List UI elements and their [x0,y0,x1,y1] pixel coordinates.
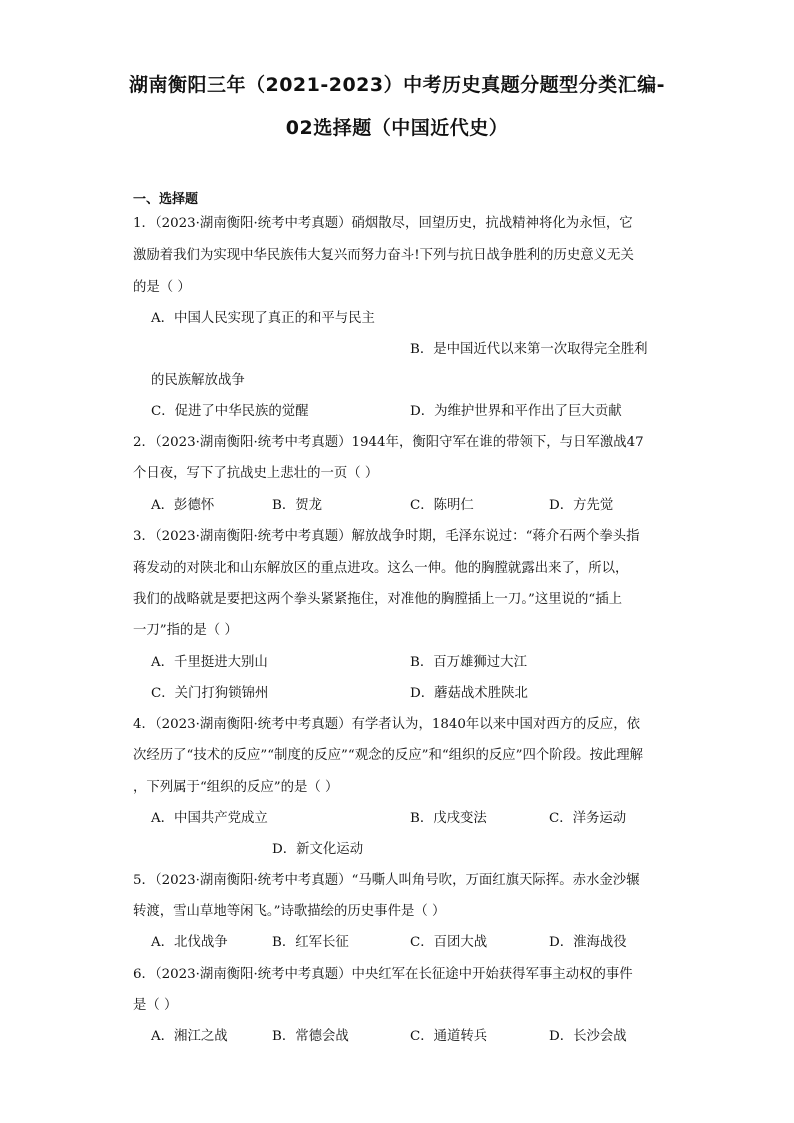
option-c: C．百团大战 [410,935,488,950]
question-stem-line: ，下列属于“组织的反应”的是（ ） [133,780,339,795]
option-a: A．中国人民实现了真正的和平与民主 [151,311,375,326]
question-stem-line: 次经历了“技术的反应”“制度的反应”“观念的反应”和“组织的反应”四个阶段。按此理解 [133,748,644,763]
document-title-line-2: 02选择题（中国近代史） [285,117,509,139]
option-b: B．常德会战 [272,1029,349,1044]
question-stem-line: 6．（2023·湖南衡阳·统考中考真题）中央红军在长征途中开始获得军事主动权的事件 [133,967,633,982]
document-title-line-1: 湖南衡阳三年（2021-2023）中考历史真题分题型分类汇编- [128,74,666,96]
option-a: A．湘江之战 [151,1029,228,1044]
option-d: D．长沙会战 [549,1029,627,1044]
question-stem-line: 转渡，雪山草地等闲飞。”诗歌描绘的历史事件是（ ） [133,904,446,919]
option-b-continued: 的民族解放战争 [151,373,245,388]
question-stem-line: 4．（2023·湖南衡阳·统考中考真题）有学者认为，1840年以来中国对西方的反应，依 [133,717,640,732]
option-b: B．戊戌变法 [410,811,487,826]
option-b: B．贺龙 [272,498,323,513]
question-stem-line: 我们的战略就是要把这两个拳头紧紧拖住，对准他的胸膛插上一刀。”这里说的“插上 [133,592,623,607]
question-stem-line: 蒋发动的对陕北和山东解放区的重点进攻。这么一伸。他的胸膛就露出来了，所以， [133,561,629,576]
option-c: C．通道转兵 [410,1029,488,1044]
option-d: D．为维护世界和平作出了巨大贡献 [410,404,622,419]
question-stem-line: 5．（2023·湖南衡阳·统考中考真题）“马嘶人叫角号吹，万面红旗天际挥。赤水金沙辗 [133,873,640,888]
option-c: C．洋务运动 [549,811,627,826]
option-d: D．淮海战役 [549,935,627,950]
question-stem-line: 个日夜，写下了抗战史上悲壮的一页（ ） [133,466,379,481]
question-stem-line: 激励着我们为实现中华民族伟大复兴而努力奋斗!下列与抗日战争胜利的历史意义无关 [133,248,634,263]
option-d: D．方先觉 [549,498,614,513]
section-heading: 一、选择题 [133,192,199,207]
question-stem-line: 的是（ ） [133,280,191,295]
option-a: A．中国共产党成立 [151,811,268,826]
question-stem-line: 3．（2023·湖南衡阳·统考中考真题）解放战争时期，毛泽东说过：“蒋介石两个拳头指 [133,529,640,544]
question-stem-line: 是（ ） [133,998,178,1013]
question-stem-line: 1．（2023·湖南衡阳·统考中考真题）硝烟散尽，回望历史，抗战精神将化为永恒，它 [133,216,633,231]
option-b: B．红军长征 [272,935,349,950]
option-a: A．千里挺进大别山 [151,655,268,670]
option-d: D．新文化运动 [272,842,364,857]
option-a: A．彭德怀 [151,498,215,513]
option-c: C．关门打狗锁锦州 [151,686,269,701]
option-c: C．促进了中华民族的觉醒 [151,404,309,419]
option-d: D．蘑菇战术胜陕北 [410,686,528,701]
question-stem-line: 一刀”指的是（ ） [133,623,238,638]
question-stem-line: 2．（2023·湖南衡阳·统考中考真题）1944年，衡阳守军在谁的带领下，与日军激战47 [133,435,644,450]
option-c: C．陈明仁 [410,498,474,513]
option-b: B．百万雄狮过大江 [410,655,527,670]
option-b: B．是中国近代以来第一次取得完全胜利 [410,342,648,357]
option-a: A．北伐战争 [151,935,228,950]
